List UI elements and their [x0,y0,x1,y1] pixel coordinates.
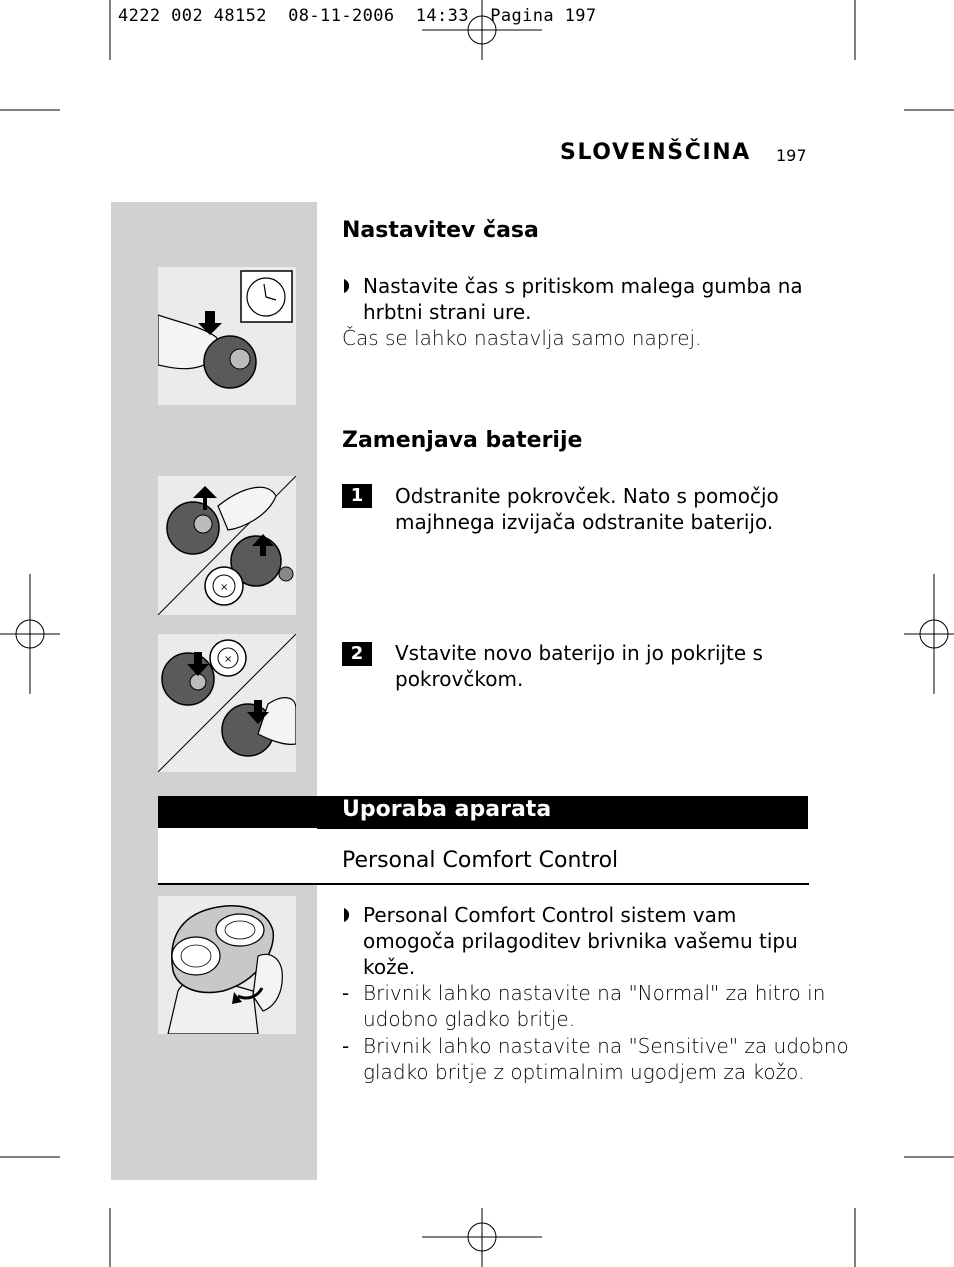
subtitle-rule [158,883,809,885]
registration-crosshair-icon [0,574,60,694]
registration-crosshair-icon [904,574,954,694]
time-bullet-line-2: hrbtni strani ure. [363,300,532,324]
crop-mark-icon [0,1157,110,1267]
subtitle-personal-comfort-control: Personal Comfort Control [342,848,619,873]
svg-text:×: × [220,582,229,593]
bullet-icon [342,907,356,923]
time-bullet-line-1: Nastavite čas s pritiskom malega gumba na [363,274,803,298]
svg-text:×: × [224,654,233,665]
step-1-line-2: majhnega izvijača odstranite baterijo. [395,510,774,534]
step-2-line-2: pokrovčkom. [395,667,524,691]
dash-marker: - [342,981,350,1005]
illustration-set-time [158,267,296,405]
crop-mark-icon [0,0,110,110]
page-number: 197 [776,146,807,165]
step-2-line-1: Vstavite novo baterijo in jo pokrijte s [395,641,763,665]
illustration-remove-battery [158,476,296,615]
usage-bullet-line-2: omogoča prilagoditev brivnika vašemu tipu [363,929,798,953]
step-number-1: 1 [342,484,372,508]
usage-item-2-line-2: gladko britje z optimalnim ugodjem za kožo. [363,1060,805,1084]
crop-mark-icon [855,1157,954,1267]
illustration-insert-battery [158,634,296,772]
usage-bullet-line-1: Personal Comfort Control sistem vam [363,903,737,927]
bullet-icon [342,278,356,294]
dash-marker: - [342,1034,350,1058]
section-bar-title: Uporaba aparata [342,797,552,822]
usage-item-1-line-2: udobno gladko britje. [363,1007,576,1031]
print-slug-line: 4222 002 48152 08-11-2006 14:33 Pagina 197 [118,6,597,26]
illustration-shaver [158,896,296,1034]
section-title-time-setting: Nastavitev časa [342,218,539,243]
section-title-battery: Zamenjava baterije [342,428,583,453]
usage-item-1-line-1: Brivnik lahko nastavite na "Normal" za hitro in [363,981,826,1005]
time-note: Čas se lahko nastavlja samo naprej. [342,326,702,350]
step-number-2: 2 [342,642,372,666]
subtitle-gap [158,828,317,884]
usage-item-2-line-1: Brivnik lahko nastavite na "Sensitive" za udobno [363,1034,849,1058]
language-heading: SLOVENŠČINA [560,140,751,165]
crop-mark-icon [855,0,954,110]
step-1-line-1: Odstranite pokrovček. Nato s pomočjo [395,484,779,508]
registration-crosshair-icon [422,1208,542,1267]
usage-bullet-line-3: kože. [363,955,416,979]
